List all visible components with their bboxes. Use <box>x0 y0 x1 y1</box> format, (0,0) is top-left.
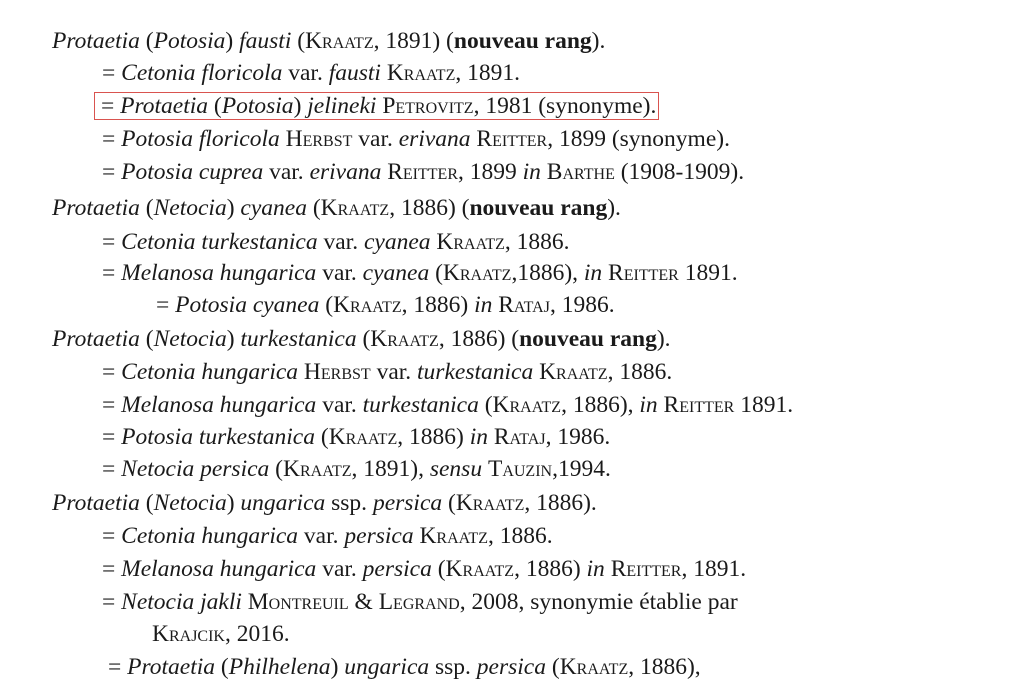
plain-text: , 1986. <box>545 424 611 450</box>
plain-text: = <box>102 126 122 152</box>
plain-text: ( <box>356 326 371 352</box>
plain-text: = <box>102 159 122 185</box>
highlight-box <box>94 92 659 120</box>
plain-text: var. <box>263 159 310 185</box>
italic-text: fausti <box>239 28 292 54</box>
italic-text: Philhelena <box>228 654 331 680</box>
italic-text: Melanosa hungarica <box>121 556 317 582</box>
plain-text: = <box>102 456 122 482</box>
plain-text: , 1886) ( <box>438 326 520 352</box>
synonym-line <box>102 454 611 484</box>
plain-text: = <box>102 260 122 286</box>
italic-text: persica <box>344 523 414 549</box>
plain-text: , 1886) ( <box>389 195 470 221</box>
italic-text: Cetonia floricola <box>121 60 283 86</box>
plain-text: = <box>101 93 121 119</box>
italic-text: Potosia <box>153 28 226 54</box>
plain-text: ( <box>139 326 154 352</box>
italic-text: Netocia <box>153 326 227 352</box>
plain-text: , 1899 <box>458 159 523 185</box>
plain-text: = <box>102 229 122 255</box>
plain-text: = <box>102 359 122 385</box>
plain-text: ( <box>269 456 283 482</box>
italic-text: cyanea <box>362 260 430 286</box>
plain-text: , 1886) <box>397 424 470 450</box>
italic-text: cyanea <box>240 195 307 221</box>
italic-text: Netocia <box>153 490 227 516</box>
italic-text: Protaetia <box>52 195 140 221</box>
plain-text: , 1886. <box>504 229 570 255</box>
italic-text: ungarica <box>344 654 430 680</box>
plain-text: & <box>348 589 379 615</box>
plain-text: ( <box>545 654 560 680</box>
italic-text: erivana <box>398 126 471 152</box>
author-name: Petrovitz <box>382 93 474 119</box>
plain-text: ) <box>293 93 308 119</box>
plain-text: , 1886). <box>524 490 597 516</box>
italic-text: ungarica <box>240 490 326 516</box>
author-name: Kraatz <box>333 292 402 318</box>
plain-text: 1891. <box>734 392 794 418</box>
plain-text: ssp. <box>429 654 477 680</box>
plain-text: ,1994. <box>552 456 611 482</box>
plain-text: ) <box>226 490 241 516</box>
plain-text: ). <box>656 326 671 352</box>
italic-text: Protaetia <box>52 490 140 516</box>
plain-text: var. <box>370 359 418 385</box>
author-name: Kraatz <box>436 229 505 255</box>
plain-text: ( <box>291 28 306 54</box>
synonym-line <box>102 58 520 88</box>
plain-text: , 1891. <box>455 60 520 86</box>
author-name: Kraatz <box>559 654 629 680</box>
plain-text: var. <box>317 229 364 255</box>
italic-text: in <box>474 292 493 318</box>
plain-text: ) <box>226 195 241 221</box>
author-name: Kraatz <box>320 195 390 221</box>
plain-text: ( <box>319 292 334 318</box>
italic-text: Netocia jakli <box>121 589 242 615</box>
italic-text: in <box>522 159 541 185</box>
plain-text: , 1891. <box>681 556 747 582</box>
plain-text: ( <box>315 424 329 450</box>
plain-text: ( <box>429 260 443 286</box>
plain-text: ) <box>330 654 345 680</box>
author-name: Rataj <box>498 292 550 318</box>
author-name: Rataj <box>493 424 546 450</box>
author-name: Kraatz <box>283 456 352 482</box>
synonym-line <box>108 652 701 682</box>
plain-text: ( <box>139 490 154 516</box>
plain-text: , 2016. <box>224 621 290 647</box>
plain-text: ( <box>478 392 493 418</box>
plain-text: (1908-1909). <box>614 159 745 185</box>
italic-text: turkestanica <box>417 359 534 385</box>
italic-text: in <box>583 260 603 286</box>
bold-text: nouveau rang <box>469 195 608 221</box>
plain-text: , 2008, synonymie établie par <box>459 589 738 615</box>
italic-text: cyanea <box>363 229 431 255</box>
plain-text: var. <box>282 60 329 86</box>
italic-text: Protaetia <box>120 93 209 119</box>
plain-text: , 1986. <box>549 292 615 318</box>
italic-text: persica <box>476 654 546 680</box>
taxon-line <box>52 193 621 223</box>
author-name: Herbst <box>303 359 371 385</box>
plain-text: ( <box>139 195 154 221</box>
synonym-line <box>102 157 744 187</box>
italic-text: Netocia <box>153 195 227 221</box>
plain-text: = <box>102 556 122 582</box>
author-name: Legrand <box>378 589 460 615</box>
synonym-continuation-line <box>152 619 290 649</box>
author-name: Kraatz <box>419 523 488 549</box>
italic-text: Protaetia <box>52 326 140 352</box>
italic-text: Potosia floricola <box>121 126 280 152</box>
synonym-line <box>102 227 570 257</box>
italic-text: Potosia cuprea <box>121 159 264 185</box>
author-name: Krajcik <box>152 621 225 647</box>
italic-text: Cetonia hungarica <box>121 523 299 549</box>
synonym-line <box>102 124 730 154</box>
italic-text: jelineki <box>307 93 377 119</box>
plain-text: = <box>102 424 122 450</box>
author-name: Kraatz <box>455 490 525 516</box>
plain-text: , 1886) <box>401 292 475 318</box>
author-name: Reitter <box>610 556 682 582</box>
italic-text: persica <box>362 556 432 582</box>
plain-text: = <box>156 292 176 318</box>
plain-text: ). <box>591 28 606 54</box>
italic-text: Netocia persica <box>121 456 270 482</box>
plain-text: var. <box>316 392 363 418</box>
italic-text: Protaetia <box>52 28 140 54</box>
taxon-line <box>52 324 671 354</box>
plain-text: 1891. <box>678 260 738 286</box>
synonym-line <box>102 357 672 387</box>
italic-text: Melanosa hungarica <box>121 260 317 286</box>
italic-text: Potosia turkestanica <box>121 424 315 450</box>
plain-text: ) <box>225 28 240 54</box>
author-name: Kraatz <box>386 60 456 86</box>
author-name: Kraatz <box>328 424 398 450</box>
taxon-line <box>52 26 605 56</box>
author-name: Montreuil <box>247 589 349 615</box>
italic-text: in <box>469 424 488 450</box>
italic-text: Protaetia <box>127 654 216 680</box>
plain-text: = <box>102 523 122 549</box>
author-name: Reitter <box>663 392 735 418</box>
plain-text: var. <box>352 126 399 152</box>
taxon-line <box>52 488 597 518</box>
synonym-line <box>102 521 553 551</box>
italic-text: fausti <box>328 60 381 86</box>
author-name: Barthe <box>546 159 615 185</box>
italic-text: Potosia <box>221 93 294 119</box>
author-name: Reitter <box>476 126 548 152</box>
plain-text: = <box>102 589 122 615</box>
synonym-line <box>102 554 746 584</box>
italic-text: sensu <box>429 456 483 482</box>
italic-text: Melanosa hungarica <box>121 392 317 418</box>
plain-text: ( <box>306 195 321 221</box>
author-name: Kraatz <box>442 260 512 286</box>
plain-text: = <box>108 654 128 680</box>
plain-text: , 1981 (synonyme). <box>473 93 657 119</box>
plain-text: = <box>102 60 122 86</box>
italic-text: in <box>586 556 605 582</box>
italic-text: in <box>639 392 658 418</box>
plain-text: ( <box>139 28 154 54</box>
author-name: Kraatz <box>305 28 374 54</box>
plain-text: , 1886. <box>487 523 553 549</box>
italic-text: Potosia cyanea <box>175 292 320 318</box>
plain-text: var. <box>316 260 363 286</box>
author-name: Reitter <box>608 260 679 286</box>
plain-text: var. <box>316 556 363 582</box>
highlighted-synonym-line <box>102 91 659 121</box>
synonym-line <box>102 587 738 617</box>
author-name: Kraatz <box>539 359 608 385</box>
synonym-line <box>156 290 615 320</box>
plain-text: = <box>102 392 122 418</box>
plain-text: , 1886), <box>561 392 640 418</box>
author-name: Kraatz <box>370 326 439 352</box>
plain-text: ). <box>607 195 621 221</box>
plain-text: , 1899 (synonyme). <box>547 126 730 152</box>
author-name: Reitter <box>387 159 459 185</box>
author-name: Kraatz <box>445 556 515 582</box>
plain-text: ) <box>226 326 241 352</box>
plain-text: ssp. <box>325 490 373 516</box>
italic-text: turkestanica <box>240 326 357 352</box>
author-name: Tauzin <box>487 456 553 482</box>
italic-text: erivana <box>309 159 382 185</box>
plain-text: , 1891) ( <box>373 28 454 54</box>
italic-text: Cetonia turkestanica <box>121 229 318 255</box>
plain-text: , 1886. <box>607 359 673 385</box>
synonym-line <box>102 258 738 288</box>
bold-text: nouveau rang <box>453 28 592 54</box>
italic-text: turkestanica <box>362 392 479 418</box>
plain-text: ( <box>208 93 222 119</box>
plain-text: ( <box>215 654 229 680</box>
synonym-line <box>102 422 610 452</box>
plain-text: ,1886), <box>511 260 584 286</box>
italic-text: Cetonia hungarica <box>121 359 299 385</box>
plain-text: , 1891), <box>351 456 430 482</box>
plain-text: ( <box>431 556 446 582</box>
plain-text: var. <box>298 523 345 549</box>
bold-text: nouveau rang <box>519 326 657 352</box>
plain-text: , 1886), <box>628 654 701 680</box>
plain-text: ( <box>442 490 456 516</box>
synonym-line <box>102 390 793 420</box>
author-name: Kraatz <box>492 392 562 418</box>
italic-text: persica <box>372 490 443 516</box>
author-name: Herbst <box>285 126 353 152</box>
plain-text: , 1886) <box>514 556 587 582</box>
